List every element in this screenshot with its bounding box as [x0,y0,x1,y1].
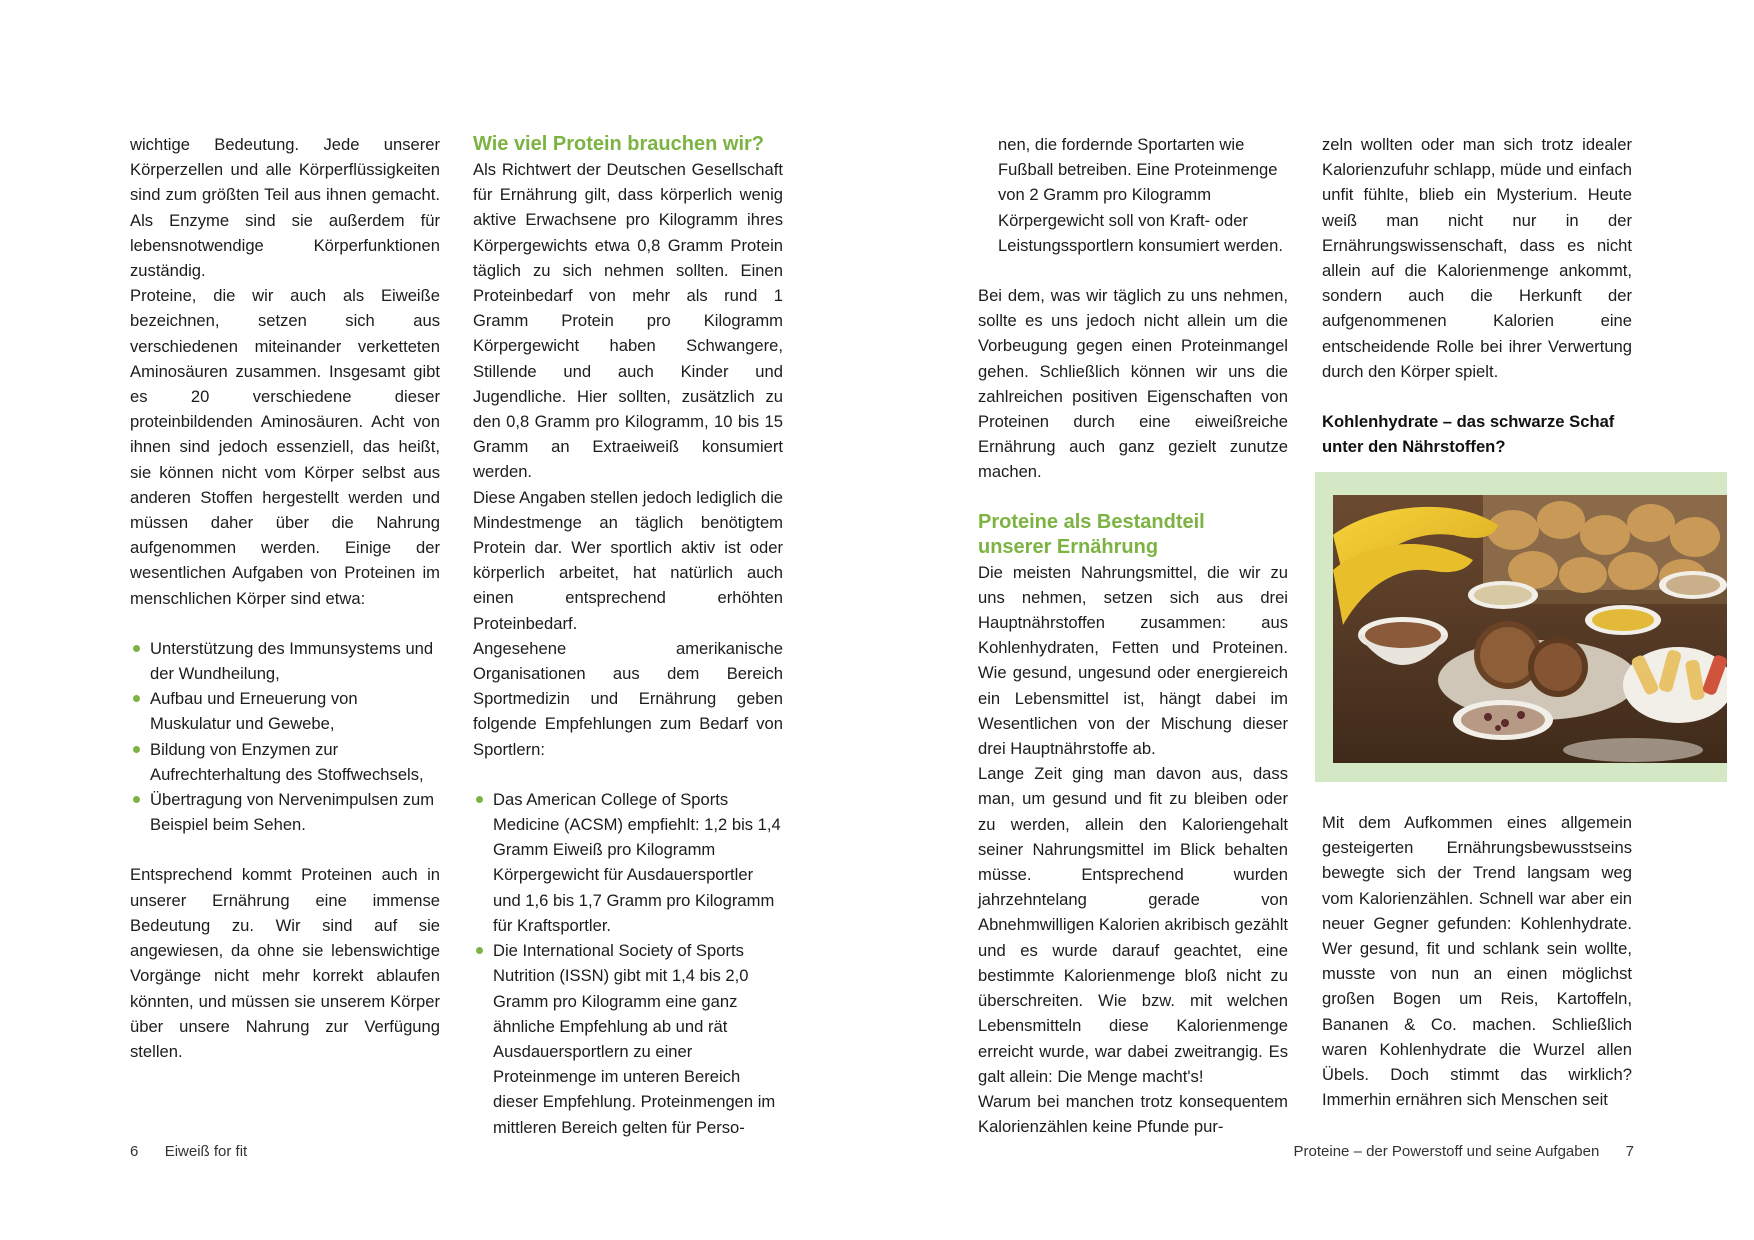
list-item: Unterstützung des Immunsystems und der Wundheilung, [130,636,440,686]
paragraph: Die meisten Nahrungsmittel, die wir zu uns nehmen, setzen sich aus drei Hauptnährstoffen zusammen: aus Kohlenhydraten, Fetten und Proteinen. Wie gesund, ungesund oder energiereich ein Lebensmittel ist, hängt dabei im Wesentlichen von der Mischung dieser drei Hauptnährstoffe ab. [978,562,1288,759]
section-heading-line: unserer Ernährung [978,535,1159,558]
section-heading [978,510,1288,560]
list-item: Übertragung von Nervenimpulsen zum Beispiel beim Sehen. [130,787,440,837]
page-number: 7 [1625,1143,1634,1160]
book-title: Eiweiß for fit [164,1143,248,1160]
list-item: Das American College of Sports Medicine (ACSM) empfiehlt: 1,2 bis 1,4 Gramm Eiweiß pro Kilogramm Körpergewicht für Ausdauersportler und 1,6 bis 1,7 Gramm pro Kilogramm für Kraftsportler. [473,787,783,938]
left-page-column-1 [130,132,440,1064]
list-item: Bildung von Enzymen zur Aufrechterhaltung des Stoffwechsels, [130,737,440,787]
paragraph: wichtige Bedeutung. Jede unserer Körperzellen und alle Körperflüssigkeiten sind zum größten Teil aus ihnen gemacht. Als Enzyme sind sie außerdem für lebensnotwendige Körperfunktionen zuständig. [130,135,440,281]
right-page-column-4-lower [1322,810,1632,1112]
section-heading: Wie viel Protein brauchen wir? [473,133,764,155]
right-page-column-3 [978,132,1288,1139]
sub-heading [1322,409,1632,459]
paragraph: zeln wollten oder man sich trotz idealer Kalorienzufuhr schlapp, müde und einfach unfit fühlte, blieb ein Mysterium. Heute weiß man nicht nur in der Ernährungswissenschaft, dass es nicht allein auf die Kalorienmenge ankommt, sondern auch die Herkunft der aufgenommenen Kalorien eine entscheidende Rolle bei ihrer Verwertung durch den Körper spielt. [1322,135,1632,381]
section-heading-line: Proteine als Bestandteil [978,510,1205,533]
paragraph: Entsprechend kommt Proteinen auch in unserer Ernährung eine immense Bedeutung zu. Wir sind auf sie angewiesen, da ohne sie lebenswichtige Vorgänge nicht mehr korrekt ablaufen könnten, und müssen sie unserem Körper über unsere Nahrung zur Verfügung stellen. [130,865,440,1061]
paragraph: Warum bei manchen trotz konsequentem Kalorienzählen keine Pfunde pur- [978,1091,1288,1137]
bullet-continuation: nen, die fordernde Sportarten wie Fußball betreiben. Eine Proteinmenge von 2 Gramm pro Kilogramm Körpergewicht soll von Kraft- oder Leistungssportlern konsumiert werden. [998,135,1284,255]
paragraph: Bei dem, was wir täglich zu uns nehmen, sollte es uns jedoch nicht allein um die Vorbeugung gegen einen Proteinmangel gehen. Schließlich können wir uns die zahlreichen positiven Eigenschaften von Proteinen durch eine eiweißreiche Ernährung auch ganz gezielt zunutze machen. [978,286,1288,482]
food-photo-icon [1333,495,1727,763]
bullet-list [130,636,440,838]
sub-heading-line: unter den Nährstoffen? [1322,437,1506,457]
list-item: Die International Society of Sports Nutrition (ISSN) gibt mit 1,4 bis 2,0 Gramm pro Kilogramm eine ganz ähnliche Empfehlung ab und rät Ausdauersportlern zu einer Proteinmenge im unteren Bereich dieser Empfehlung. Proteinmengen im mittleren Bereich gelten für Perso- [473,938,783,1140]
bullet-list [473,787,783,1140]
paragraph: Diese Angaben stellen jedoch lediglich die Mindestmenge an täglich benötigtem Protein dar. Wer sportlich aktiv ist oder körperlich arbeitet, hat natürlich auch einen entsprechend erhöhten Proteinbedarf. [473,487,783,633]
paragraph: Angesehene amerikanische Organisationen aus dem Bereich Sportmedizin und Ernährung geben folgende Empfehlungen zum Bedarf von Sportlern: [473,638,783,759]
paragraph: Lange Zeit ging man davon aus, dass man, um gesund und fit zu bleiben oder zu werden, allein den Kaloriengehalt seiner Nahrungsmittel im Blick behalten müsse. Entsprechend wurden jahrzehntelang gerade von Abnehmwilligen Kalorien akribisch gezählt und es wurde darauf geachtet, eine bestimmte Kalorienmenge bloß nicht zu überschreiten. Wie bzw. mit welchen Lebensmitteln diese Kalorienmenge erreicht wurde, war dabei zweitrangig. Es galt allein: Die Menge macht's! [978,764,1288,1086]
paragraph: Proteine, die wir auch als Eiweiße bezeichnen, setzen sich aus verschiedenen miteinander verketteten Aminosäuren zusammen. Insgesamt gibt es 20 verschiedene dieser proteinbildenden Aminosäuren. Acht von ihnen sind jedoch essenziell, das heißt, sie können nicht vom Körper selbst aus anderen Stoffen hergestellt werden und müssen daher über die Nahrung aufgenommen werden. Einige der wesentlichen Aufgaben von Proteinen im menschlichen Körper sind etwa: [130,286,440,608]
list-item: Aufbau und Erneuerung von Muskulatur und Gewebe, [130,686,440,736]
chapter-title: Proteine – der Powerstoff und seine Aufgaben [1293,1143,1600,1160]
paragraph: Als Richtwert der Deutschen Gesellschaft für Ernährung gilt, dass körperlich wenig aktive Erwachsene pro Kilogramm ihres Körpergewichts etwa 0,8 Gramm Protein täglich zu sich nehmen sollten. Einen Proteinbedarf von mehr als rund 1 Gramm Protein pro Kilogramm Körpergewicht haben Schwangere, Stillende und auch Kinder und Jugendliche. Hier sollten, zusätzlich zu den 0,8 Gramm pro Kilogramm, 10 bis 15 Gramm an Extraeiweiß konsumiert werden. [473,160,783,482]
sub-heading-line: Kohlenhydrate – das schwarze Schaf [1322,412,1615,432]
right-page-column-4 [1322,132,1632,484]
page-number: 6 [130,1143,139,1160]
footer-right [1294,1143,1634,1160]
left-page-column-2 [473,132,783,1165]
paragraph: Mit dem Aufkommen eines allgemein gesteigerten Ernährungsbewusstseins bewegte sich der Trend langsam weg vom Kalorienzählen. Schnell war aber ein neuer Gegner gefunden: Kohlenhydrate. Wer gesund, fit und schlank sein wollte, musste von nun an einen möglichst großen Bogen um Reis, Kartoffeln, Bananen & Co. machen. Schließlich waren Kohlenhydrate die Wurzel allen Übels. Doch stimmt das wirklich? Immerhin ernähren sich Menschen seit [1322,813,1632,1110]
footer-left [130,1143,247,1160]
